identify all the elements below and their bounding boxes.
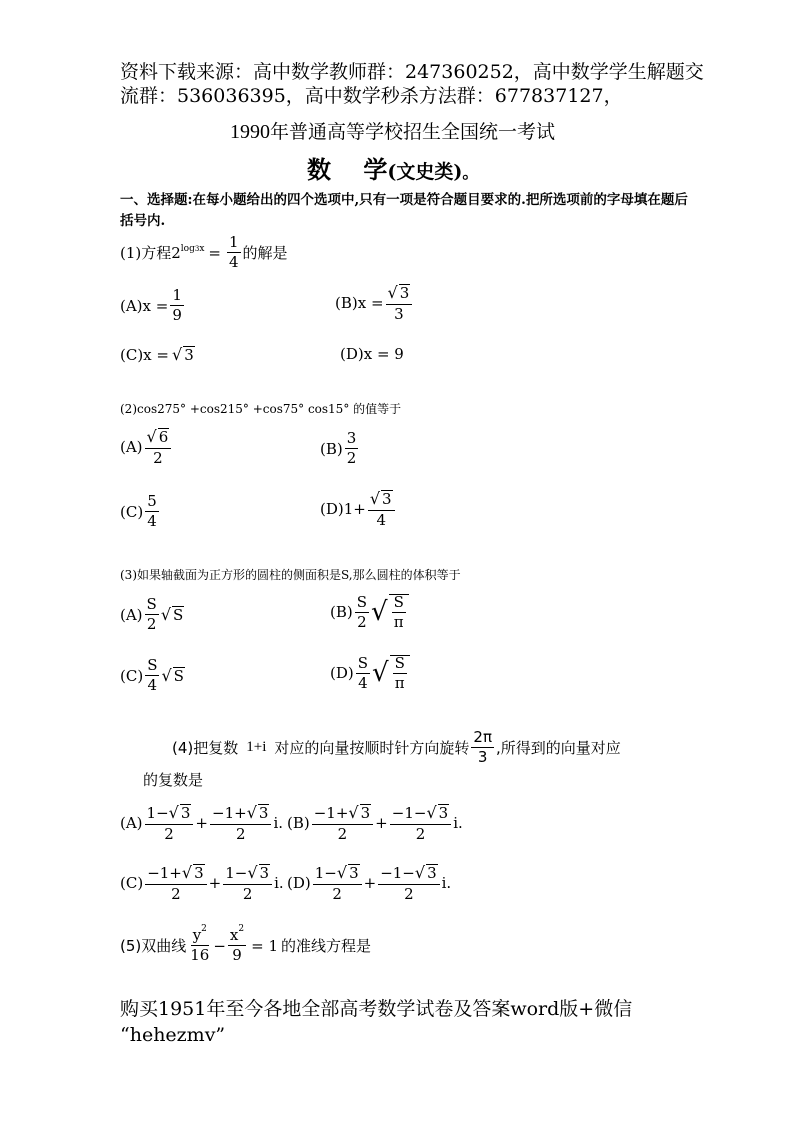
q1-equals: =	[208, 243, 221, 262]
q5-frac2: $\frac{x^2}{9}$	[229, 924, 245, 964]
q2-a-num: 6	[158, 428, 169, 446]
q2-a-den: 2	[153, 448, 163, 467]
q4-b-d1: 2	[337, 824, 348, 843]
q2-b-den: 2	[346, 449, 357, 467]
q4-option-d[interactable]	[287, 864, 451, 902]
q3-d-label: (D)	[330, 664, 354, 682]
subject-name: 数 学	[307, 155, 388, 184]
q1-exp: log	[180, 243, 195, 254]
q3-b-den: 2	[357, 612, 367, 631]
q3-c-num: S	[147, 656, 158, 674]
question-3: (3)如果轴截面为正方形的圆柱的侧面积是S,那么圆柱的体积等于	[120, 568, 461, 582]
q4-d-d2: 2	[404, 884, 414, 903]
exam-title-text: 年普通高等学校招生全国统一考试	[270, 121, 556, 143]
q4-c-d1: 2	[171, 884, 181, 903]
section-instructions: 一、选择题:在每小题给出的四个选项中,只有一项是符合题目要求的.把所选项前的字母填在题后括号内.	[120, 192, 688, 229]
q4-line-2: 的复数是	[143, 771, 204, 789]
question-4	[172, 730, 621, 765]
q4-option-c[interactable]	[120, 864, 284, 902]
q4-angle	[471, 730, 494, 765]
q3-b-frac	[355, 592, 369, 631]
q3-option-b[interactable]: (B) $\frac{S}{2}$ √ $\frac{S}{\pi}$	[330, 594, 409, 630]
q1-option-d[interactable]	[340, 345, 404, 363]
q2-option-b[interactable]	[320, 431, 360, 466]
q2-c-label: (C)	[120, 502, 144, 521]
q4-a-frac2: $\frac{-1+√ 3}{2}$	[210, 804, 271, 842]
q5-d2: 9	[232, 946, 242, 964]
q1-exp-sub: 3	[194, 244, 200, 253]
q3-a-label: (A)	[120, 605, 143, 624]
q5-suffix: 的准线方程是	[281, 937, 372, 955]
question-2: (2)cos275° +cos215° +cos75° cos15° 的值等于	[120, 402, 402, 416]
q2-option-a[interactable]	[120, 428, 173, 466]
q2-a-frac: $\frac{√ 6}{2}$	[145, 428, 172, 466]
q4-c-frac2: $\frac{1-√ 3}{2}$	[223, 864, 272, 902]
q3-option-c[interactable]: (C) $\frac{S}{4}$ √ S	[120, 656, 184, 694]
q4-a-frac1: $\frac{1-√ 3}{2}$	[145, 804, 194, 842]
q2-c-den: 4	[147, 512, 157, 530]
q5-n2: x	[229, 926, 239, 944]
q5-d1: 16	[190, 946, 210, 964]
q4-d-plus: +	[363, 873, 377, 892]
q3-b-rnum: S	[393, 593, 404, 611]
q2-b-frac	[345, 431, 359, 466]
q3-b-label: (B)	[330, 603, 353, 621]
q4-b-tail: i.	[453, 813, 463, 832]
q4-a-tail: i.	[273, 813, 284, 832]
q5-prefix: (5)双曲线	[120, 937, 187, 955]
q2-c-num: 5	[147, 492, 157, 510]
q1-d-label: (D)x = 9	[340, 345, 404, 363]
q4-b-d2: 2	[415, 824, 426, 843]
q1-c-rad: 3	[184, 345, 194, 364]
exam-title	[230, 117, 555, 144]
q2-option-c[interactable]	[120, 494, 161, 529]
subject-category: (文史类)	[387, 161, 463, 183]
subject-heading	[307, 150, 478, 185]
q3-d-frac	[356, 653, 370, 692]
q1-suffix: 的解是	[242, 244, 288, 262]
q4-b-plus: +	[375, 813, 388, 832]
q4-c-r1: 3	[194, 864, 204, 882]
q4-b-frac1: $\frac{-1+√ 3}{2}$	[312, 804, 373, 842]
q4-text-a: (4)把复数	[172, 739, 239, 757]
subject-dot: 。	[462, 163, 479, 182]
q4-option-a[interactable]	[120, 804, 283, 842]
q4-c-tail: i.	[274, 873, 284, 892]
question-1	[120, 235, 288, 270]
q3-a-rad: S	[173, 605, 184, 624]
q4-a-n1: 1−	[146, 804, 169, 822]
q4-b-r1: 3	[360, 804, 371, 822]
q2-d-num: 3	[382, 490, 392, 508]
q2-d-label: (D)1+	[320, 499, 366, 518]
q3-b-num: S	[356, 592, 368, 611]
q1-option-c[interactable]: (C)x = √ 3	[120, 345, 194, 364]
q3-c-frac	[145, 658, 159, 693]
q2-d-den: 4	[376, 510, 386, 529]
q4-c-r2: 3	[259, 864, 270, 882]
q4-b-frac2: $\frac{-1-√ 3}{2}$	[390, 804, 451, 842]
q3-b-rden: π	[393, 613, 404, 631]
q4-a-r1: 3	[180, 804, 191, 822]
q4-text-c: ,所得到的向量对应	[495, 739, 621, 757]
q4-d-d1: 2	[332, 884, 342, 903]
q5-n1: y	[192, 926, 202, 944]
q4-d-r2: 3	[427, 864, 437, 882]
q3-option-a[interactable]: (A) $\frac{S}{2}$ √ S	[120, 595, 184, 633]
q4-den: 3	[477, 748, 488, 766]
q3-c-label: (C)	[120, 666, 144, 685]
q4-d-tail: i.	[441, 873, 452, 892]
q1-base: 2	[171, 243, 181, 262]
q3-a-den: 2	[146, 615, 157, 633]
q4-d-frac2: $\frac{-1-√ 3}{2}$	[378, 864, 439, 902]
q2-a-label: (A)	[120, 437, 143, 456]
q5-minus: −	[213, 936, 226, 955]
q4-num: 2π	[473, 728, 492, 746]
q3-c-den: 4	[147, 676, 158, 694]
q4-a-n2: −1+	[212, 804, 247, 822]
q3-a-num: S	[146, 595, 157, 613]
q4-a-label: (A)	[120, 813, 143, 832]
q4-a-r2: 3	[258, 804, 269, 822]
q4-complex: 1+i	[246, 739, 267, 755]
q1-c-label: (C)x =	[120, 345, 169, 364]
q1-b-frac: $\frac{√ 3}{3}$	[386, 284, 413, 322]
q1-a-den: 9	[172, 306, 182, 324]
q1-a-label: (A)x =	[120, 296, 169, 315]
q4-b-n1: −1+	[313, 804, 349, 822]
q4-d-r1: 3	[349, 864, 359, 882]
q4-c-n2: 1−	[225, 864, 248, 882]
q3-option-d[interactable]: (D) $\frac{S}{4}$ √ $\frac{S}{\pi}$	[330, 655, 410, 691]
q4-c-frac1: $\frac{-1+√ 3}{2}$	[145, 864, 206, 902]
q2-b-num: 3	[346, 429, 357, 447]
q1-b-den: 3	[394, 304, 404, 323]
q1-prefix: (1)方程	[120, 244, 172, 262]
q2-b-label: (B)	[320, 439, 343, 458]
q1-b-num: 3	[399, 284, 410, 302]
q4-a-plus: +	[195, 813, 208, 832]
q3-d-rden: π	[394, 674, 405, 692]
q4-d-n1: 1−	[314, 864, 337, 882]
footer-line-2: “hehezmv”	[120, 1024, 226, 1046]
q1-fraction	[227, 235, 241, 270]
q4-text-b: 对应的向量按顺时针方向旋转	[274, 739, 470, 757]
q4-b-r2: 3	[438, 804, 449, 822]
q4-c-label: (C)	[120, 873, 144, 892]
q4-d-n2: −1−	[380, 864, 415, 882]
q1-option-a[interactable]	[120, 288, 186, 323]
q2-c-frac	[145, 494, 159, 529]
q3-a-frac	[145, 597, 159, 632]
q3-d-den: 4	[358, 673, 368, 692]
q1-num: 1	[228, 233, 239, 251]
footer-line-1: 购买1951年至今各地全部高考数学试卷及答案word版+微信	[120, 998, 633, 1020]
q4-a-d1: 2	[164, 824, 174, 843]
exam-year: 1990	[230, 121, 270, 143]
q1-b-label: (B)x =	[335, 293, 384, 312]
q1-a-frac	[170, 288, 184, 323]
q4-c-plus: +	[208, 873, 222, 892]
q4-b-n2: −1−	[391, 804, 427, 822]
q4-d-label: (D)	[287, 873, 311, 892]
q3-d-num: S	[357, 653, 369, 672]
q1-option-b[interactable]	[335, 284, 414, 322]
q4-c-n1: −1+	[147, 864, 182, 882]
header-line-1: 资料下载来源：高中数学教师群：247360252，高中数学学生解题交	[120, 61, 704, 83]
question-5	[120, 924, 372, 964]
q4-b-label: (B)	[287, 813, 310, 832]
q2-d-frac: $\frac{√ 3}{4}$	[368, 490, 395, 528]
q4-a-d2: 2	[235, 824, 246, 843]
q3-d-rnum: S	[394, 654, 405, 672]
q4-c-d2: 2	[242, 884, 253, 903]
q1-den: 4	[228, 253, 239, 271]
q1-a-num: 1	[172, 286, 182, 304]
q5-frac1: $\frac{y^2}{16}$	[190, 924, 210, 964]
q4-option-b[interactable]	[287, 804, 463, 842]
q1-exp-var: x	[199, 243, 205, 254]
q2-option-d[interactable]	[320, 490, 397, 528]
q3-c-rad: S	[173, 666, 184, 685]
q4-d-frac1: $\frac{1-√ 3}{2}$	[313, 864, 362, 902]
header-line-2: 流群：536036395，高中数学秒杀方法群：677837127，	[120, 85, 623, 107]
q5-eq: = 1	[251, 936, 279, 955]
